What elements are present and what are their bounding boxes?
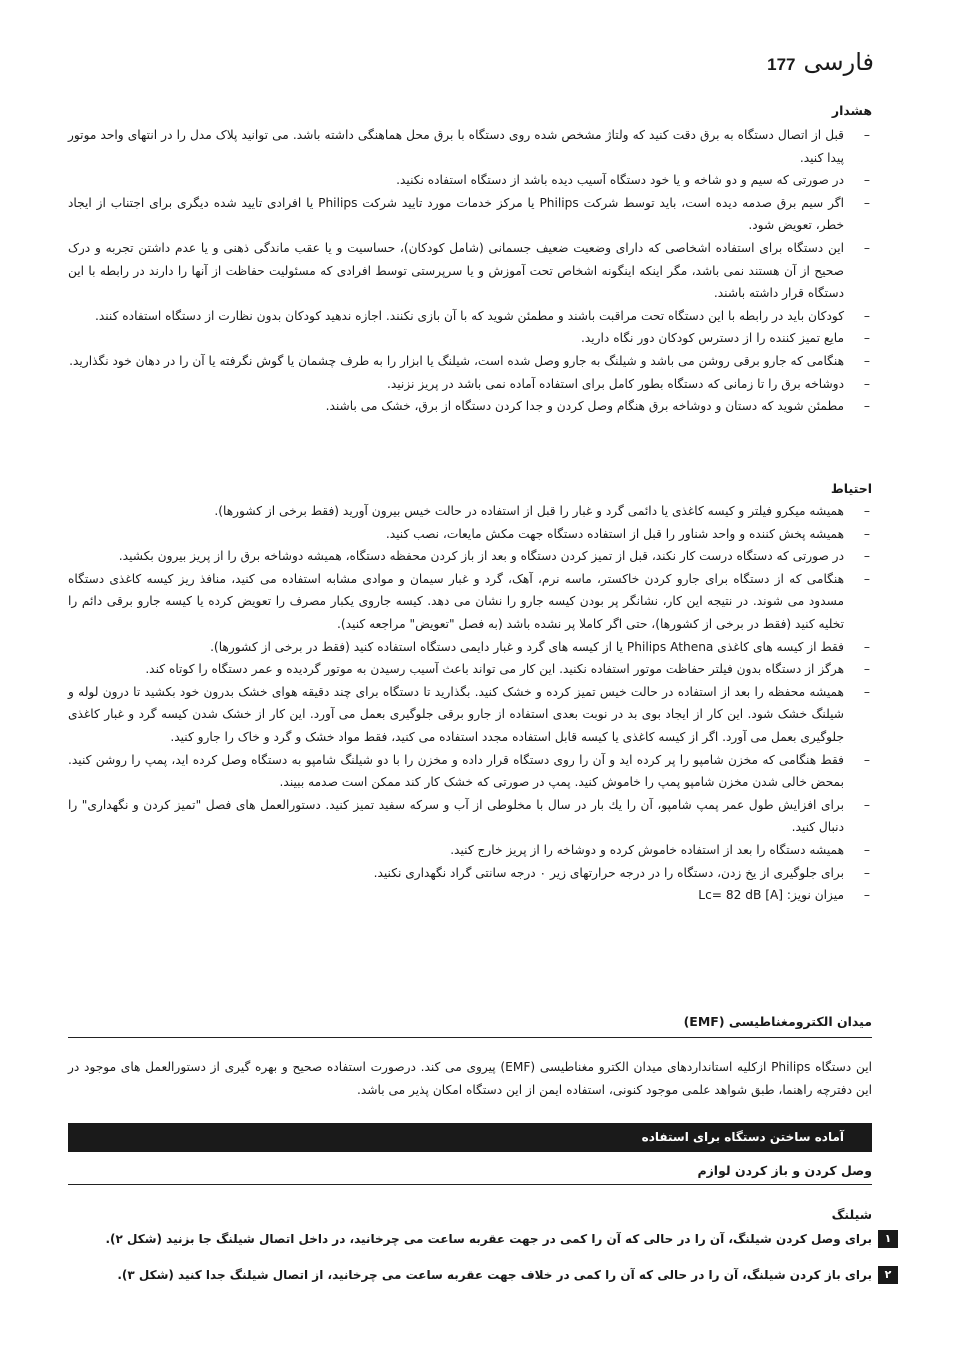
list-item: – برای افزایش طول عمر پمپ شامپو، آن را یك بار در سال با مخلوطی از آب و سرکه سفید تمیز کنید. دستورالعمل های فصل "تمیز کردن و نگهداری" را دنبال کنید. bbox=[68, 794, 872, 839]
list-item: – قبل از اتصال دستگاه به برق دقت کنید که ولتاژ مشخص شده روی دستگاه با برق محل هماهنگی داشته باشد. می توانید پلاک مدل را در انتهای واحد موتور پیدا کنید. bbox=[68, 124, 872, 169]
list-item: – همیشه محفظه را بعد از استفاده در حالت خیس تمیز کرده و خشک کنید. بگذارید تا دستگاه برای چند دقیقه هوای خشک بدرون خود بکشید تا درون لوله و شیلنگ خشک شود. این کار از ایجاد بوی بد در نوبت بعدی استفاده از جارو برقی جلوگیری بعمل می آورد. این کار از خشک شدن کیسه گرد و غبار کاغذی جلوگیری بعمل می آورد. اگر از کیسه کاغذی یا کیسه قابل استفاده مجدد استفاده می کنید، فقط مواد خشک و گرد و خاک را جارو کنید. bbox=[68, 681, 872, 749]
step-1 bbox=[68, 1228, 892, 1250]
list-item: – در صورتی که سیم و دو شاخه و یا خود دستگاه آسیب دیده باشد از دستگاه استفاده نکنید. bbox=[68, 169, 872, 192]
list-item: – فقط از کیسه های کاغذی Philips Athena یا از کیسه های گرد و غبار دایمی دستگاه استفاده کنید (فقط در برخی از کشورها). bbox=[68, 636, 872, 659]
list-item: – هرگز از دستگاه بدون فیلتر حفاظت موتور استفاده نکنید. این کار می تواند باعث آسیب رسیدن به موتور گردیده و عمر دستگاه را کوتاه کند. bbox=[68, 658, 872, 681]
page-number: 177 bbox=[767, 55, 796, 74]
list-item: – همیشه دستگاه را بعد از استفاده خاموش کرده و دوشاخه را از پریز خارج کنید. bbox=[68, 839, 872, 862]
warning-heading: هشدار bbox=[831, 103, 872, 118]
list-item: – مطمئن شوید که دستان و دوشاخه برق هنگام وصل کردن و جدا کردن دستگاه از برق، خشک می باشند. bbox=[68, 395, 872, 418]
section-divider bbox=[68, 1037, 872, 1038]
list-item: – دوشاخه برق را تا زمانی که دستگاه بطور کامل برای استفاده آماده نمی باشد در پریز نزنید. bbox=[68, 373, 872, 396]
page-header bbox=[767, 48, 874, 78]
list-item: – در صورتی که دستگاه درست کار نکند، قبل از تمیز کردن دستگاه و بعد از باز کردن محفظه دستگاه، همیشه دوشاخه برق را از پریز بیرون بکشید. bbox=[68, 545, 872, 568]
emf-paragraph: این دستگاه Philips ازکلیه استانداردهای میدان الکترو مغناطیسی (EMF) پیروی می کند. درصورت استفاده صحیح و بهره گیری از دستورالعمل های موجود در این دفترچه راهنما، طبق شواهد علمی موجود کنونی، استفاده ایمن از این دستگاه امکان پذیر می باشد. bbox=[68, 1060, 872, 1097]
list-item: – همیشه پخش کننده و واحد شناور را قبل از استفاده دستگاه جهت مکش مایعات، نصب کنید. bbox=[68, 523, 872, 546]
list-item: – هنگامی که از دستگاه برای جارو کردن خاکستر، ماسه نرم، آهک، گرد و غبار سیمان و موادی مشابه استفاده می کنید، منافذ ریز کیسه کاغذی دستگاه مسدود می شوند. در نتیجه این کار، نشانگر پر بودن کیسه جارو را نشان می دهد. کیسه جاروی یکبار مصرف را تعویض کرده یا کیسه جارو برقی دائم را تخلیه کنید (فقط در برخی از کشورها)، حتی اگر کاملا پر نشده باشد (به فصل "تعویض" مراجعه کنید). bbox=[68, 568, 872, 636]
list-item: – میزان نویز: Lc= 82 dB [A] bbox=[68, 884, 872, 907]
list-item: – فقط هنگامی که مخزن شامپو را پر کرده اید و آن را روی دستگاه قرار داده و مخزن را با دو شیلنگ شامپو به دستگاه وصل کرده اید، پمپ را روشن کنید. بمحض خالی شدن مخزن شامپو پمپ را خاموش کنید. پمپ در صورتی که خشک کار کند ممکن است صدمه ببیند. bbox=[68, 749, 872, 794]
caution-list bbox=[68, 500, 872, 907]
warning-list bbox=[68, 124, 872, 418]
emf-heading: میدان الکترومغناطیسی (EMF) bbox=[683, 1014, 872, 1029]
step-2 bbox=[68, 1264, 892, 1286]
section-bar-title: آماده ساختن دستگاه برای استفاده bbox=[68, 1123, 872, 1152]
list-item: – برای جلوگیری از یخ زدن، دستگاه را در درجه حرارتهای زیر ۰ درجه سانتی گراد نگهداری نکنید. bbox=[68, 862, 872, 885]
list-item: – مایع تمیز کننده را از دسترس کودکان دور نگاه دارید. bbox=[68, 327, 872, 350]
list-item: – اگر سیم برق صدمه دیده است، باید توسط شرکت Philips یا مرکز خدمات مورد تایید شرکت Philips یا افرادی تایید شده دیگری برای اجتناب از ایجاد خطر، تعویض شود. bbox=[68, 192, 872, 237]
list-item: – کودکان باید در رابطه با این دستگاه تحت مراقبت باشند و مطمئن شوید که با آن بازی نکنند. اجازه ندهید کودکان بدون نظارت از دستگاه استفاده کنند. bbox=[68, 305, 872, 328]
list-item: – همیشه میکرو فیلتر و کیسه کاغذی یا دائمی گرد و غبار را قبل از استفاده در حالت خیس بیرون آورید (فقط برخی از کشورها). bbox=[68, 500, 872, 523]
caution-heading: احتیاط bbox=[830, 481, 872, 496]
subtitle-divider bbox=[68, 1184, 872, 1185]
step-number-badge: ۲ bbox=[878, 1266, 898, 1284]
hose-heading: شیلنگ bbox=[831, 1207, 872, 1222]
step-number-badge: ۱ bbox=[878, 1230, 898, 1248]
step-text: برای باز کردن شیلنگ، آن را در حالی که آن را کمی در خلاف جهت عقربه ساعت می چرخانید، از اتصال شیلنگ جدا کنید (شکل ۳). bbox=[117, 1268, 872, 1282]
step-text: برای وصل کردن شیلنگ، آن را در حالی که آن را کمی در جهت عقربه ساعت می چرخانید، در داخل اتصال شیلنگ جا بزنید (شکل ۲). bbox=[105, 1232, 872, 1246]
list-item: – این دستگاه برای استفاده اشخاصی که دارای وضعیت ضعیف جسمانی (شامل کودکان)، حساسیت و یا عقب ماندگی ذهنی و یا عدم داشتن تجربه و درک صحیح از آن هستند نمی باشد، مگر اینکه اینگونه اشخاص تحت آموزش و یا سرپرستی توسط افرادی که مسئولیت حفاظت از آنها را دارند در رابطه با این دستگاه قرار داشته باشند. bbox=[68, 237, 872, 305]
accessories-subtitle: وصل کردن و باز کردن لوازم bbox=[697, 1163, 872, 1178]
list-item: – هنگامی که جارو برقی روشن می باشد و شیلنگ به جارو وصل شده است، شیلنگ یا ابزار را به طرف چشمان یا گوش نگرفته یا آن را در دهان خود نگذارید. bbox=[68, 350, 872, 373]
language-title: فارسی bbox=[803, 48, 874, 76]
